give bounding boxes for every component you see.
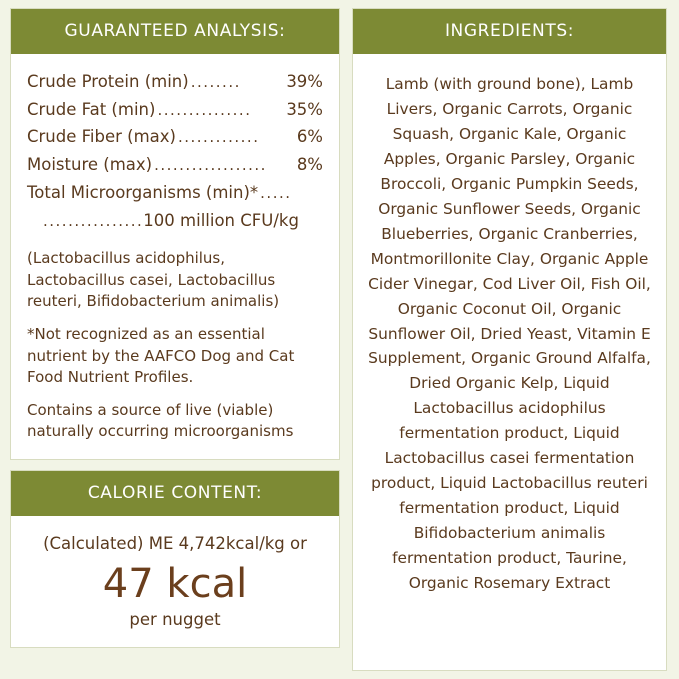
table-row xyxy=(27,151,323,179)
calorie-content-body xyxy=(11,516,339,647)
microorganism-value: 100 million CFU/kg xyxy=(143,210,299,230)
leader-dots: ............... xyxy=(157,100,252,119)
nutrient-value: 6% xyxy=(296,127,323,147)
guaranteed-analysis-title: GUARANTEED ANALYSIS: xyxy=(11,9,339,54)
nutrient-value: 35% xyxy=(286,99,323,119)
leader-dots: ........ xyxy=(190,73,241,91)
table-row xyxy=(27,68,323,96)
leader-dots: ..... xyxy=(260,183,292,202)
live-microorganisms-note: Contains a source of live (viable) naturally occurring microorganisms xyxy=(27,401,294,441)
leader-dots: ............. xyxy=(177,128,260,147)
nutrient-label: Crude Protein (min) xyxy=(27,72,189,91)
ingredients-text: Lamb (with ground bone), Lamb Livers, Organic Carrots, Organic Squash, Organic Kale, Organic Apples, Organic Parsley, Organic Broccoli, Organic Pumpkin Seeds, Organic Sunflower Seeds, Organic Blueberries, Organic Cranberries, Montmorillonite Clay, Organic Apple Cider Vinegar, Cod Liver Oil, Fish Oil, Organic Coconut Oil, Organic Sunflower Oil, Dried Yeast, Vitamin E Supplement, Organic Ground Alfalfa, Dried Organic Kelp, Liquid Lactobacillus acidophilus fermentation product, Liquid Lactobacillus casei fermentation product, Liquid Lactobacillus reuteri fermentation product, Liquid Bifidobacterium animalis fermentation product, Taurine, Organic Rosemary Extract xyxy=(368,75,651,593)
nutrient-value: 39% xyxy=(286,72,323,91)
table-row xyxy=(27,179,323,207)
leader-dots: .................. xyxy=(154,156,267,175)
calorie-per-nugget-label: per nugget xyxy=(129,609,221,629)
table-row xyxy=(27,96,323,124)
nutrient-label: Moisture (max) xyxy=(27,155,153,175)
ingredients-panel xyxy=(352,8,667,671)
guaranteed-analysis-panel xyxy=(10,8,340,460)
guaranteed-analysis-list xyxy=(27,68,323,234)
leader-dots: ................ xyxy=(43,211,144,230)
calorie-per-nugget-value: 47 kcal xyxy=(102,560,248,607)
nutrient-label: Crude Fat (min) xyxy=(27,99,156,119)
aafco-footnote: *Not recognized as an essential nutrient by the AAFCO Dog and Cat Food Nutrient Profiles. xyxy=(27,325,295,386)
table-row-continuation xyxy=(27,207,323,235)
calorie-content-title: CALORIE CONTENT: xyxy=(11,471,339,516)
nutrient-label: Total Microorganisms (min)* xyxy=(27,182,259,202)
table-row xyxy=(27,123,323,151)
nutrient-label: Crude Fiber (max) xyxy=(27,127,176,147)
left-column xyxy=(10,8,340,671)
calorie-me-line: (Calculated) ME 4,742kcal/kg or xyxy=(43,533,307,553)
nutrient-value: 8% xyxy=(296,155,323,175)
calorie-content-panel xyxy=(10,470,340,648)
guaranteed-analysis-body xyxy=(11,54,339,459)
right-column xyxy=(352,8,667,671)
strain-list-note: (Lactobacillus acidophilus, Lactobacillus casei, Lactobacillus reuteri, Bifidobacterium animalis) xyxy=(27,249,280,310)
ingredients-title: INGREDIENTS: xyxy=(353,9,666,54)
